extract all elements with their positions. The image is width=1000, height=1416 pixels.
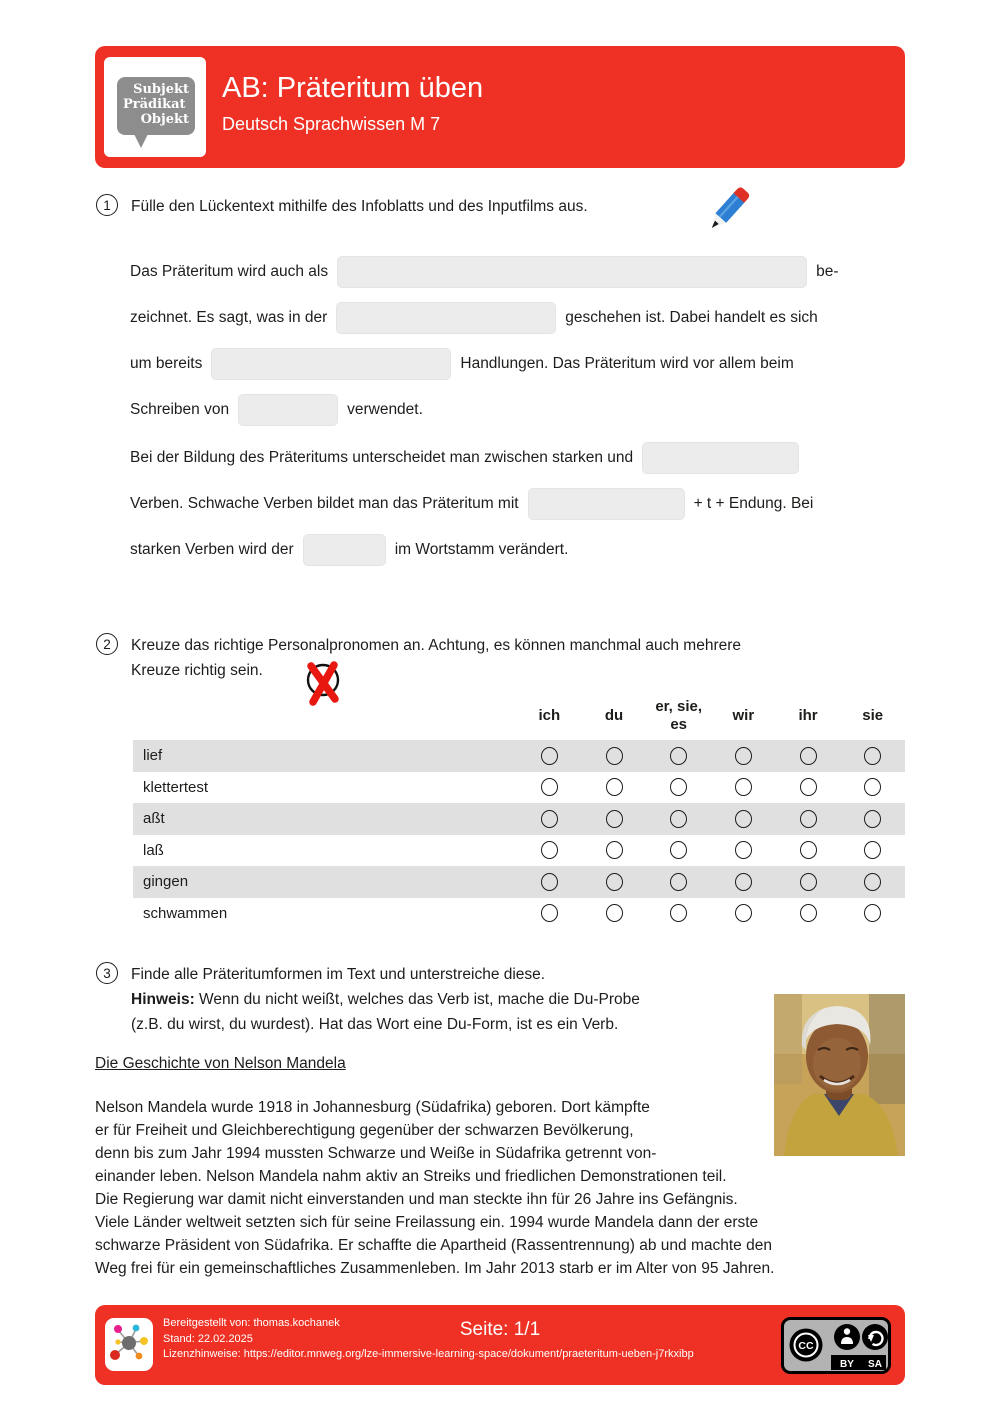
task3-number: 3	[96, 962, 118, 984]
cloze-text: starken Verben wird der	[130, 541, 294, 558]
story-line: Die Regierung war damit nicht einverstanden und man steckte ihn für 26 Jahre ins Gefängnis.	[95, 1191, 738, 1208]
cell	[776, 873, 841, 891]
cell	[582, 873, 647, 891]
radio-circle[interactable]	[670, 904, 687, 922]
footer-date: Stand: 22.02.2025	[163, 1332, 253, 1345]
cell	[840, 747, 905, 765]
cell	[646, 873, 711, 891]
radio-circle[interactable]	[735, 747, 752, 765]
radio-circle[interactable]	[541, 841, 558, 859]
cloze-text: zeichnet. Es sagt, was in der	[130, 309, 328, 326]
radio-circle[interactable]	[670, 747, 687, 765]
fill-in-blank[interactable]	[642, 442, 799, 474]
cell	[840, 873, 905, 891]
cloze-text: Schreiben von	[130, 401, 230, 418]
cloze-text: Bei der Bildung des Präteritums unterscheidet man zwischen starken und	[130, 449, 634, 466]
cc-by-sa-license-icon	[781, 1317, 891, 1374]
task2-number: 2	[96, 633, 118, 655]
logo-word: Objekt	[140, 112, 189, 127]
cloze-line	[130, 387, 920, 433]
cell	[646, 904, 711, 922]
cell	[776, 747, 841, 765]
radio-circle[interactable]	[541, 747, 558, 765]
cell	[582, 841, 647, 859]
cloze-text: Das Präteritum wird auch als	[130, 263, 329, 280]
table-row	[133, 772, 905, 804]
cell	[711, 747, 776, 765]
radio-circle[interactable]	[606, 904, 623, 922]
cloze-text: geschehen ist. Dabei handelt es sich	[565, 309, 818, 326]
page-number: Seite: 1/1	[459, 1319, 541, 1340]
table-row	[133, 866, 905, 898]
story-line: schwarze Präsident von Südafrika. Er schaffte die Apartheid (Rassentrennung) ab und machte den	[95, 1237, 772, 1254]
radio-circle[interactable]	[864, 841, 881, 859]
radio-circle[interactable]	[606, 841, 623, 859]
task3-header	[96, 962, 640, 1037]
table-row	[133, 835, 905, 867]
radio-circle[interactable]	[735, 778, 752, 796]
pencil-icon	[700, 183, 756, 237]
fill-in-blank[interactable]	[303, 534, 386, 566]
cell	[582, 778, 647, 796]
svg-text:BY: BY	[840, 1359, 854, 1370]
story-line: Weg frei für ein gemeinschaftliches Zusammenleben. Im Jahr 2013 starb er im Alter von 95 Jahren.	[95, 1260, 775, 1277]
svg-text:CC: CC	[798, 1340, 814, 1352]
table-row	[133, 898, 905, 930]
radio-circle[interactable]	[800, 747, 817, 765]
task2-instruction	[131, 633, 741, 683]
cell	[517, 873, 582, 891]
cell	[517, 747, 582, 765]
page-title: AB: Präteritum üben	[222, 72, 484, 104]
radio-circle[interactable]	[800, 841, 817, 859]
story-line: Viele Länder weltweit setzten sich für seine Freilassung ein. 1994 wurde Mandela dann der erste	[95, 1214, 759, 1231]
verb-label: schwammen	[143, 904, 228, 922]
task2-instruction-line2: Kreuze richtig sein.	[131, 662, 263, 679]
speech-bubble-icon	[117, 77, 195, 135]
column-header-er-sie-es: er, sie, es	[655, 698, 703, 733]
cloze-line	[130, 295, 920, 341]
cell	[646, 841, 711, 859]
radio-circle[interactable]	[670, 841, 687, 859]
fill-in-blank[interactable]	[211, 348, 451, 380]
hint-text: Wenn du nicht weißt, welches das Verb ist, mache die Du-Probe	[199, 991, 640, 1008]
verb-label: aßt	[143, 810, 165, 828]
pronoun-table	[133, 692, 905, 929]
task1-instruction: Fülle den Lückentext mithilfe des Infoblatts und des Inputfilms aus.	[131, 198, 588, 215]
page-subtitle: Deutsch Sprachwissen M 7	[222, 114, 441, 134]
cell	[711, 873, 776, 891]
task2-instruction-line1: Kreuze das richtige Personalpronomen an. Achtung, es können manchmal auch mehrere	[131, 637, 742, 654]
radio-circle[interactable]	[670, 778, 687, 796]
cell	[840, 810, 905, 828]
story-line: Nelson Mandela wurde 1918 in Johannesburg (Südafrika) geboren. Dort kämpfte	[95, 1099, 650, 1116]
radio-circle[interactable]	[541, 778, 558, 796]
fill-in-blank[interactable]	[337, 256, 807, 288]
radio-circle[interactable]	[800, 873, 817, 891]
cell	[711, 904, 776, 922]
cell	[646, 810, 711, 828]
cell	[711, 810, 776, 828]
verb-label: gingen	[143, 873, 189, 891]
column-header-wir: wir	[732, 707, 755, 724]
story-line: denn bis zum Jahr 1994 mussten Schwarze und Weiße in Südafrika getrennt von-	[95, 1145, 657, 1162]
column-header-ihr: ihr	[798, 707, 818, 724]
radio-circle[interactable]	[864, 747, 881, 765]
footer-banner	[95, 1305, 905, 1385]
radio-circle[interactable]	[541, 810, 558, 828]
cell	[646, 778, 711, 796]
radio-circle[interactable]	[800, 778, 817, 796]
cell	[776, 810, 841, 828]
cloze-text: be-	[816, 263, 839, 280]
radio-circle[interactable]	[864, 778, 881, 796]
cell	[517, 904, 582, 922]
header-banner	[95, 46, 905, 168]
cloze-line	[130, 435, 920, 481]
radio-circle[interactable]	[606, 810, 623, 828]
radio-circle[interactable]	[541, 873, 558, 891]
cell	[840, 778, 905, 796]
cell	[840, 841, 905, 859]
table-row	[133, 803, 905, 835]
logo-word: Subjekt	[133, 82, 189, 97]
verb-label: klettertest	[143, 778, 209, 796]
radio-circle[interactable]	[670, 873, 687, 891]
table-row	[133, 740, 905, 772]
cell	[517, 778, 582, 796]
cloze-line	[130, 481, 920, 527]
radio-circle[interactable]	[735, 904, 752, 922]
cell	[646, 747, 711, 765]
cloze-line	[130, 341, 920, 387]
cloze-text: im Wortstamm verändert.	[394, 541, 569, 558]
radio-circle[interactable]	[606, 873, 623, 891]
cloze-line	[130, 527, 920, 573]
fill-in-blank[interactable]	[528, 488, 685, 520]
cell	[711, 841, 776, 859]
task3-hint-line2: (z.B. du wirst, du wurdest). Hat das Wort eine Du-Form, ist es ein Verb.	[131, 1016, 619, 1033]
logo-word: Prädikat	[123, 97, 186, 112]
radio-circle[interactable]	[864, 904, 881, 922]
speech-bubble-tail	[134, 134, 148, 148]
column-header-ich: ich	[538, 707, 561, 724]
cloze-text: + t + Endung. Bei	[693, 495, 814, 512]
story-text	[95, 1096, 915, 1280]
story-line: einander leben. Nelson Mandela nahm aktiv an Streiks und friedlichen Demonstrationen teil.	[95, 1168, 727, 1185]
task3-instruction: Finde alle Präteritumformen im Text und unterstreiche diese.	[131, 966, 546, 983]
cloze-paragraph-2	[130, 435, 920, 573]
cell	[582, 904, 647, 922]
cell	[840, 904, 905, 922]
footer-license: Lizenzhinweise: https://editor.mnweg.org/lze-immersive-learning-space/dokument/praeteritum-ueben-j7rkxibp	[163, 1348, 694, 1360]
cell	[517, 810, 582, 828]
radio-circle[interactable]	[735, 841, 752, 859]
verb-label: lief	[143, 747, 163, 765]
radio-circle[interactable]	[606, 747, 623, 765]
svg-text:SA: SA	[868, 1359, 882, 1370]
hint-label: Hinweis:	[131, 991, 195, 1008]
task3-hint-line1	[131, 987, 640, 1012]
footer-provided-by: Bereitgestellt von: thomas.kochanek	[163, 1317, 340, 1329]
task2-header	[96, 633, 741, 683]
task1-header	[96, 194, 588, 219]
cell	[582, 810, 647, 828]
radio-circle[interactable]	[735, 873, 752, 891]
column-header-du: du	[604, 707, 624, 724]
radio-circle[interactable]	[864, 873, 881, 891]
cloze-line	[130, 249, 920, 295]
radio-circle[interactable]	[670, 810, 687, 828]
cloze-paragraph-1	[130, 249, 920, 433]
radio-circle[interactable]	[541, 904, 558, 922]
column-header-sie: sie	[862, 707, 884, 724]
cell	[711, 778, 776, 796]
cell	[776, 778, 841, 796]
cloze-text: verwendet.	[347, 401, 423, 418]
publisher-logo	[104, 57, 206, 157]
fill-in-blank[interactable]	[238, 394, 338, 426]
cloze-text: Handlungen. Das Präteritum wird vor allem beim	[460, 355, 794, 372]
story-title: Die Geschichte von Nelson Mandela	[95, 1055, 346, 1072]
cell	[517, 841, 582, 859]
radio-circle[interactable]	[735, 810, 752, 828]
radio-circle[interactable]	[800, 810, 817, 828]
radio-circle[interactable]	[864, 810, 881, 828]
fill-in-blank[interactable]	[336, 302, 556, 334]
radio-circle[interactable]	[800, 904, 817, 922]
task3-instruction-block	[131, 962, 640, 1037]
cloze-text: Verben. Schwache Verben bildet man das Präteritum mit	[130, 495, 519, 512]
cloze-text: um bereits	[130, 355, 203, 372]
cell	[776, 841, 841, 859]
task1-number: 1	[96, 194, 118, 216]
verb-label: laß	[143, 841, 164, 859]
table-header-row	[133, 692, 905, 740]
cell	[776, 904, 841, 922]
story-line: er für Freiheit und Gleichberechtigung gegenüber der schwarzen Bevölkerung,	[95, 1122, 634, 1139]
cell	[582, 747, 647, 765]
radio-circle[interactable]	[606, 778, 623, 796]
